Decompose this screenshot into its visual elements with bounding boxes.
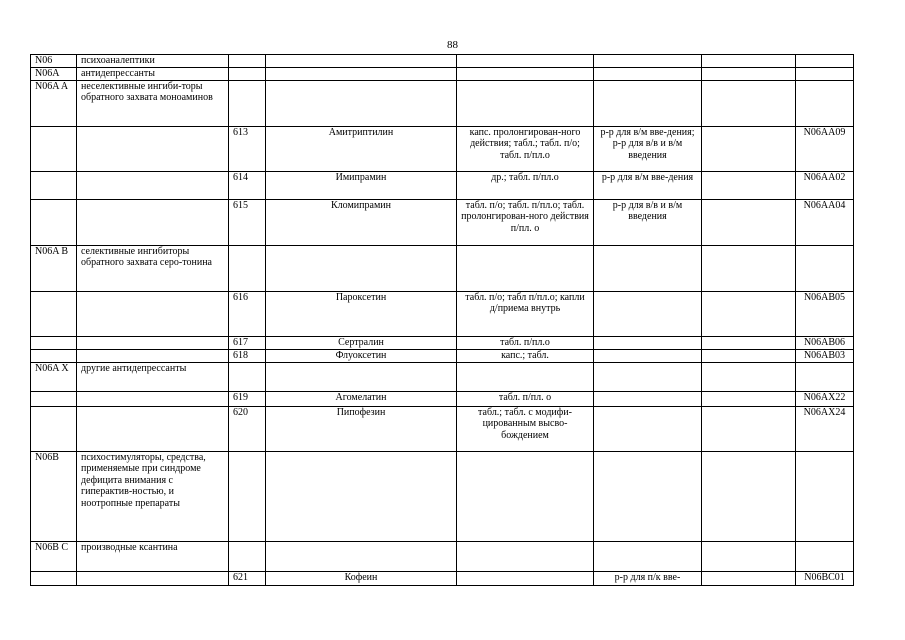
dosage-form-cell <box>457 246 594 292</box>
group-name-cell <box>77 392 229 407</box>
table-row <box>31 337 854 350</box>
number-cell: 617 <box>229 337 266 350</box>
number-cell: 620 <box>229 407 266 452</box>
number-cell <box>229 542 266 572</box>
drug-name-cell <box>266 246 457 292</box>
number-cell: 618 <box>229 350 266 363</box>
dosage-form-cell: др.; табл. п/пл.о <box>457 172 594 200</box>
group-name-cell <box>77 292 229 337</box>
number-cell <box>229 452 266 542</box>
number-cell <box>229 246 266 292</box>
table-row <box>31 363 854 392</box>
injection-form-cell <box>594 350 702 363</box>
atc-group-cell <box>31 292 77 337</box>
atc-group-cell: N06A A <box>31 81 77 127</box>
number-cell: 621 <box>229 572 266 586</box>
table-row <box>31 407 854 452</box>
atc-group-cell <box>31 392 77 407</box>
table-row <box>31 172 854 200</box>
table-row <box>31 452 854 542</box>
dosage-form-cell: капс. пролонгирован-ного действия; табл.; табл. п/о; табл. п/пл.о <box>457 127 594 172</box>
table-row <box>31 127 854 172</box>
page-number: 88 <box>447 39 458 51</box>
extra-cell <box>702 81 796 127</box>
group-name-cell: психоаналептики <box>77 55 229 68</box>
atc-group-cell <box>31 572 77 586</box>
drug-table <box>30 54 854 586</box>
injection-form-cell <box>594 246 702 292</box>
atc-group-cell: N06A X <box>31 363 77 392</box>
table-row <box>31 68 854 81</box>
extra-cell <box>702 363 796 392</box>
number-cell <box>229 363 266 392</box>
table-row <box>31 350 854 363</box>
injection-form-cell <box>594 452 702 542</box>
atc-group-cell <box>31 200 77 246</box>
table-row <box>31 572 854 586</box>
drug-name-cell: Пароксетин <box>266 292 457 337</box>
group-name-cell <box>77 350 229 363</box>
number-cell: 613 <box>229 127 266 172</box>
atc-code-cell <box>796 246 854 292</box>
atc-group-cell <box>31 172 77 200</box>
number-cell <box>229 68 266 81</box>
extra-cell <box>702 200 796 246</box>
group-name-cell <box>77 407 229 452</box>
extra-cell <box>702 452 796 542</box>
group-name-cell <box>77 337 229 350</box>
injection-form-cell: р-р для в/м вве-дения; р-р для в/в и в/м введения <box>594 127 702 172</box>
dosage-form-cell <box>457 81 594 127</box>
dosage-form-cell: табл.; табл. с модифи-цированным высво-бождением <box>457 407 594 452</box>
extra-cell <box>702 172 796 200</box>
extra-cell <box>702 337 796 350</box>
table-body <box>31 55 854 586</box>
drug-name-cell <box>266 81 457 127</box>
number-cell: 619 <box>229 392 266 407</box>
dosage-form-cell <box>457 452 594 542</box>
table-row <box>31 392 854 407</box>
dosage-form-cell <box>457 68 594 81</box>
drug-name-cell <box>266 55 457 68</box>
drug-name-cell: Сертралин <box>266 337 457 350</box>
drug-name-cell <box>266 68 457 81</box>
dosage-form-cell <box>457 542 594 572</box>
table-row <box>31 200 854 246</box>
atc-group-cell: N06B C <box>31 542 77 572</box>
extra-cell <box>702 127 796 172</box>
extra-cell <box>702 55 796 68</box>
atc-code-cell: N06AB03 <box>796 350 854 363</box>
number-cell: 616 <box>229 292 266 337</box>
extra-cell <box>702 350 796 363</box>
extra-cell <box>702 407 796 452</box>
group-name-cell: другие антидепрессанты <box>77 363 229 392</box>
injection-form-cell <box>594 81 702 127</box>
table-row <box>31 55 854 68</box>
drug-name-cell <box>266 452 457 542</box>
drug-name-cell: Имипрамин <box>266 172 457 200</box>
number-cell <box>229 81 266 127</box>
atc-code-cell: N06AX24 <box>796 407 854 452</box>
injection-form-cell: р-р для в/в и в/м введения <box>594 200 702 246</box>
atc-group-cell <box>31 337 77 350</box>
group-name-cell: психостимуляторы, средства, применяемые при синдроме дефицита внимания с гиперактив-ностью, и ноотропные препараты <box>77 452 229 542</box>
dosage-form-cell: табл. п/пл. о <box>457 392 594 407</box>
group-name-cell <box>77 172 229 200</box>
extra-cell <box>702 246 796 292</box>
extra-cell <box>702 68 796 81</box>
dosage-form-cell <box>457 55 594 68</box>
dosage-form-cell: табл. п/пл.о <box>457 337 594 350</box>
drug-name-cell: Кломипрамин <box>266 200 457 246</box>
dosage-form-cell: табл. п/о; табл п/пл.о; капли д/приема внутрь <box>457 292 594 337</box>
number-cell: 615 <box>229 200 266 246</box>
extra-cell <box>702 542 796 572</box>
atc-code-cell: N06AX22 <box>796 392 854 407</box>
injection-form-cell <box>594 392 702 407</box>
drug-name-cell: Флуоксетин <box>266 350 457 363</box>
atc-group-cell <box>31 407 77 452</box>
injection-form-cell: р-р для п/к вве- <box>594 572 702 586</box>
atc-group-cell: N06B <box>31 452 77 542</box>
dosage-form-cell: табл. п/о; табл. п/пл.о; табл. пролонгирован-ного действия п/пл. о <box>457 200 594 246</box>
atc-group-cell <box>31 350 77 363</box>
group-name-cell: производные ксантина <box>77 542 229 572</box>
dosage-form-cell <box>457 363 594 392</box>
atc-group-cell: N06A <box>31 68 77 81</box>
drug-name-cell: Амитриптилин <box>266 127 457 172</box>
injection-form-cell: р-р для в/м вве-дения <box>594 172 702 200</box>
atc-code-cell <box>796 81 854 127</box>
drug-name-cell: Пипофезин <box>266 407 457 452</box>
atc-code-cell: N06AA02 <box>796 172 854 200</box>
group-name-cell <box>77 572 229 586</box>
atc-code-cell: N06AB05 <box>796 292 854 337</box>
table-row <box>31 292 854 337</box>
dosage-form-cell <box>457 572 594 586</box>
drug-name-cell: Агомелатин <box>266 392 457 407</box>
injection-form-cell <box>594 407 702 452</box>
extra-cell <box>702 572 796 586</box>
injection-form-cell <box>594 68 702 81</box>
dosage-form-cell: капс.; табл. <box>457 350 594 363</box>
group-name-cell <box>77 127 229 172</box>
atc-code-cell <box>796 68 854 81</box>
group-name-cell: неселективные ингиби-торы обратного захвата моноаминов <box>77 81 229 127</box>
atc-group-cell <box>31 127 77 172</box>
table-row <box>31 542 854 572</box>
drug-name-cell: Кофеин <box>266 572 457 586</box>
drug-name-cell <box>266 363 457 392</box>
injection-form-cell <box>594 337 702 350</box>
atc-group-cell: N06 <box>31 55 77 68</box>
drug-name-cell <box>266 542 457 572</box>
atc-code-cell <box>796 55 854 68</box>
atc-code-cell: N06AA04 <box>796 200 854 246</box>
group-name-cell: селективные ингибиторы обратного захвата серо-тонина <box>77 246 229 292</box>
atc-code-cell: N06AA09 <box>796 127 854 172</box>
injection-form-cell <box>594 292 702 337</box>
atc-code-cell: N06BC01 <box>796 572 854 586</box>
table-row <box>31 246 854 292</box>
group-name-cell: антидепрессанты <box>77 68 229 81</box>
atc-code-cell <box>796 542 854 572</box>
injection-form-cell <box>594 542 702 572</box>
injection-form-cell <box>594 55 702 68</box>
extra-cell <box>702 392 796 407</box>
injection-form-cell <box>594 363 702 392</box>
extra-cell <box>702 292 796 337</box>
number-cell: 614 <box>229 172 266 200</box>
atc-code-cell: N06AB06 <box>796 337 854 350</box>
group-name-cell <box>77 200 229 246</box>
atc-group-cell: N06A B <box>31 246 77 292</box>
atc-code-cell <box>796 452 854 542</box>
atc-code-cell <box>796 363 854 392</box>
table-row <box>31 81 854 127</box>
number-cell <box>229 55 266 68</box>
